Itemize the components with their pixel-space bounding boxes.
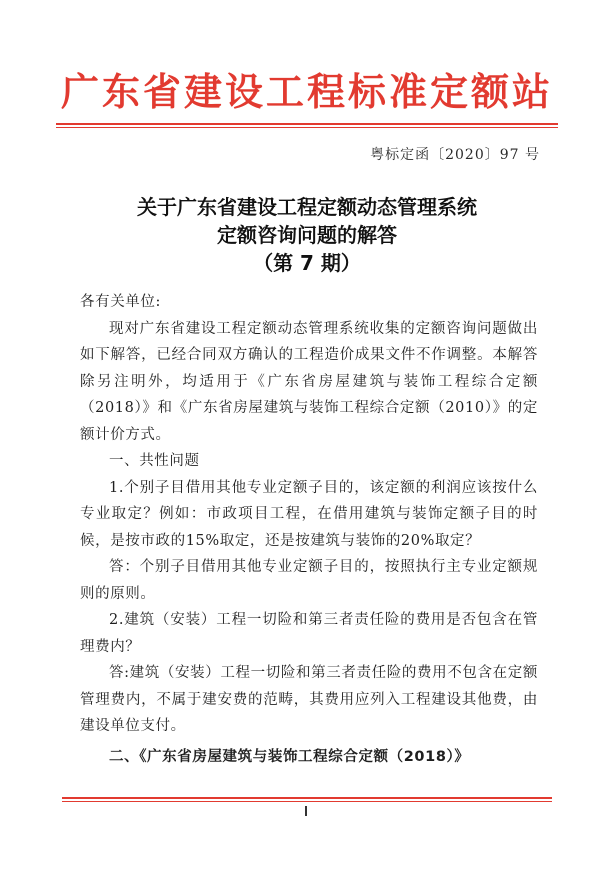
document-number: 粤标定函〔2020〕97 号 — [370, 147, 540, 163]
header-red-rule-thin — [56, 127, 558, 128]
footer-red-rule-thin — [62, 801, 552, 802]
title-line-3: （第 7 期） — [253, 251, 361, 275]
answer-2: 答:建筑（安装）工程一切险和第三者责任险的费用不包含在定额管理费内，不属于建安费的范畴，其费用应列入工程建设其他费，由建设单位支付。 — [80, 665, 538, 734]
salutation: 各有关单位: — [80, 294, 161, 310]
section-heading-2: 二、《广东省房屋建筑与装饰工程综合定额（2018）》 — [109, 748, 470, 765]
question-2: 2.建筑（安装）工程一切险和第三者责任险的费用是否包含在管理费内？ — [80, 612, 538, 655]
footer-red-rule — [62, 797, 552, 799]
header-red-rule — [56, 123, 558, 125]
org-title: 广东省建设工程标准定额站 — [60, 70, 553, 114]
page-marker — [305, 806, 307, 816]
question-1: 1.个别子目借用其他专业定额子目的，该定额的利润应该按什么专业取定？例如：市政项目工程，在借用建筑与装饰定额子目的时候，是按市政的15%取定，还是按建筑与装饰的20%取定？ — [80, 479, 538, 549]
document-body — [80, 289, 538, 770]
title-line-2: 定额咨询问题的解答 — [217, 223, 397, 247]
title-line-1: 关于广东省建设工程定额动态管理系统 — [137, 195, 477, 219]
intro-paragraph: 现对广东省建设工程定额动态管理系统收集的定额咨询问题做出如下解答，已经合同双方确认的工程造价成果文件不作调整。本解答除另注明外，均适用于《广东省房屋建筑与装饰工程综合定额（2018）》和《广东省房屋建筑与装饰工程综合定额（2010）》的定额计价方式。 — [80, 320, 538, 443]
document-title — [0, 193, 614, 277]
answer-1: 答：个别子目借用其他专业定额子目的，按照执行主专业定额规则的原则。 — [80, 559, 538, 602]
section-heading-1: 一、共性问题 — [109, 453, 200, 469]
